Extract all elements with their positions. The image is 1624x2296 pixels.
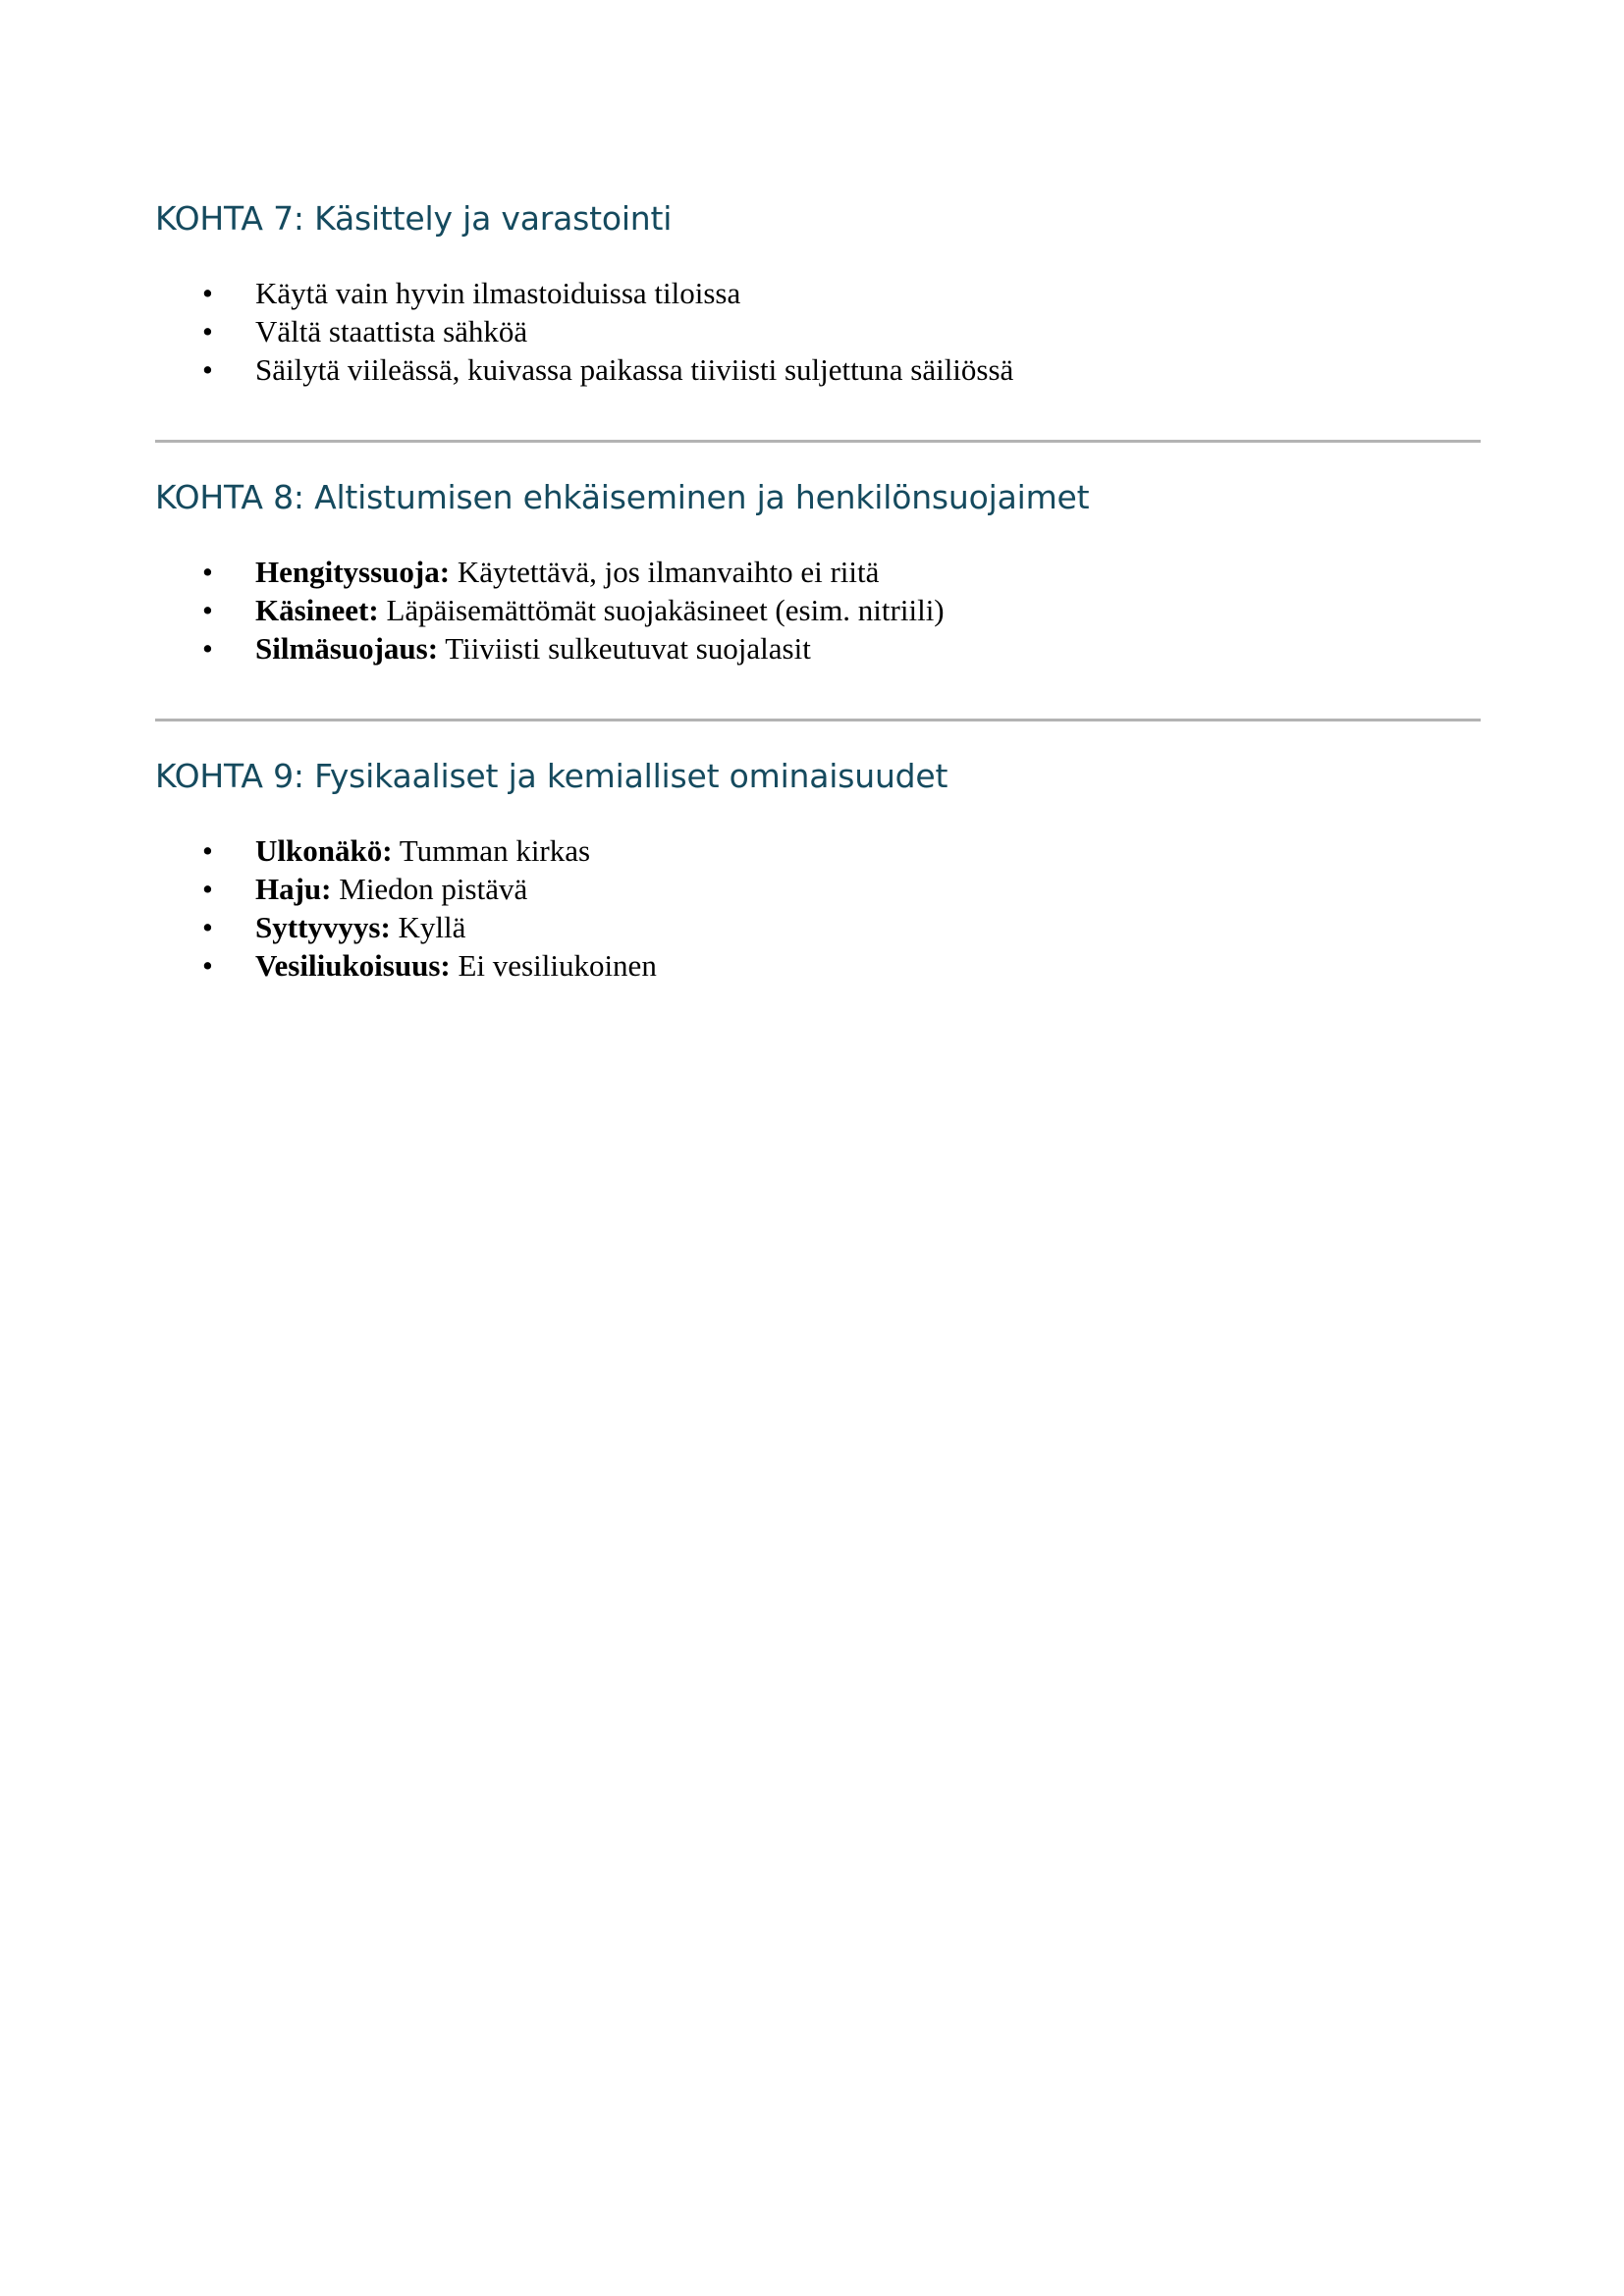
list-item <box>155 946 1481 985</box>
list-item <box>155 350 1481 389</box>
item-text: Miedon pistävä <box>331 872 528 906</box>
item-label: Haju: <box>255 872 332 906</box>
list-item <box>155 831 1481 870</box>
list-item <box>155 629 1481 667</box>
list-item <box>155 312 1481 350</box>
list-item <box>155 274 1481 312</box>
section-divider <box>155 440 1481 443</box>
item-label: Vesiliukoisuus: <box>255 948 451 983</box>
list-item <box>155 553 1481 591</box>
item-label: Silmäsuojaus: <box>255 631 439 666</box>
section-7 <box>155 194 1481 389</box>
item-text: Tiiviisti sulkeutuvat suojalasit <box>438 631 811 666</box>
section-7-list <box>155 274 1481 389</box>
item-label: Syttyvyys: <box>255 910 391 944</box>
item-text: Läpäisemättömät suojakäsineet (esim. nitriili) <box>378 593 945 627</box>
document-content <box>155 194 1481 985</box>
section-9-heading: KOHTA 9: Fysikaaliset ja kemialliset ominaisuudet <box>155 757 948 795</box>
list-item <box>155 870 1481 908</box>
item-text: Vältä staattista sähköä <box>255 314 528 348</box>
item-text: Kyllä <box>390 910 466 944</box>
list-item <box>155 591 1481 629</box>
section-9-list <box>155 831 1481 985</box>
section-divider <box>155 719 1481 721</box>
section-8-list <box>155 553 1481 667</box>
item-text: Tumman kirkas <box>392 833 591 868</box>
section-9 <box>155 752 1481 985</box>
item-text: Ei vesiliukoinen <box>450 948 657 983</box>
item-text: Säilytä viileässä, kuivassa paikassa tiiviisti suljettuna säiliössä <box>255 352 1014 387</box>
item-text: Käytettävä, jos ilmanvaihto ei riitä <box>450 555 880 589</box>
section-8 <box>155 473 1481 667</box>
section-7-heading: KOHTA 7: Käsittely ja varastointi <box>155 199 673 238</box>
item-label: Käsineet: <box>255 593 379 627</box>
list-item <box>155 908 1481 946</box>
item-label: Ulkonäkö: <box>255 833 393 868</box>
item-label: Hengityssuoja: <box>255 555 451 589</box>
section-8-heading: KOHTA 8: Altistumisen ehkäiseminen ja henkilönsuojaimet <box>155 478 1090 516</box>
item-text: Käytä vain hyvin ilmastoiduissa tiloissa <box>255 276 741 310</box>
